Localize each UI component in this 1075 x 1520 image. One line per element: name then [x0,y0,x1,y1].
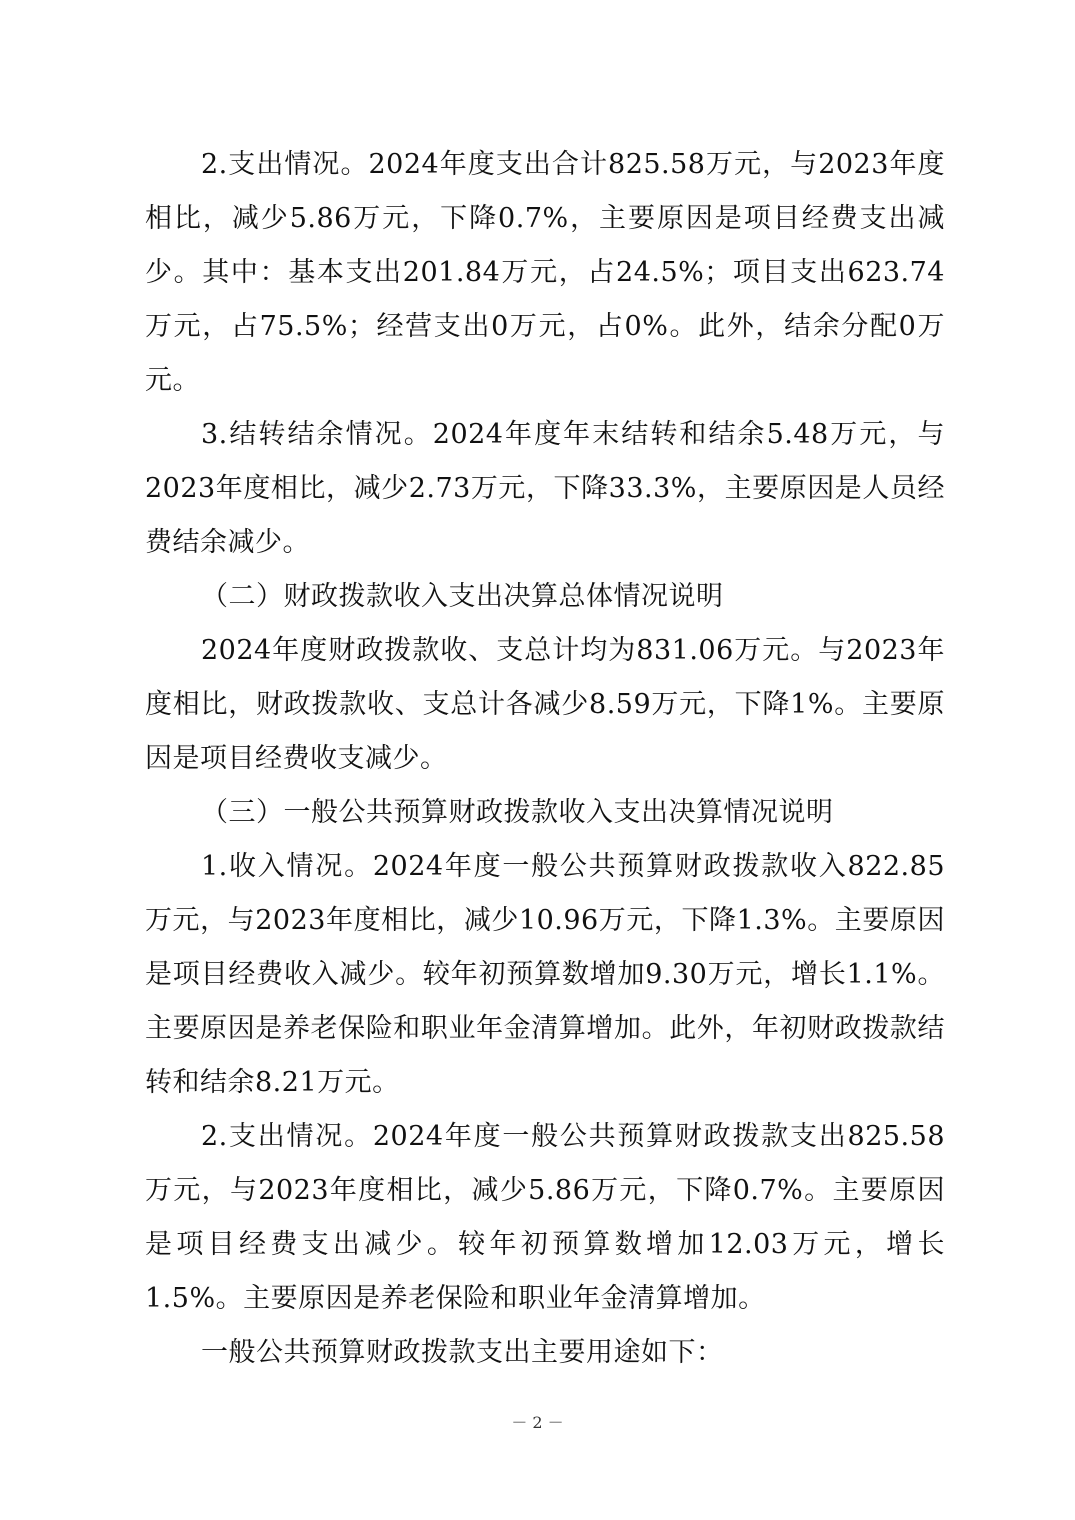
section-heading-general-budget: （三）一般公共预算财政拨款收入支出决算情况说明 [201,797,834,828]
paragraph-carryover: 3.结转结余情况。2024年度年末结转和结余5.48万元，与2023年度相比，减少2.73万元，下降33.3%，主要原因是人员经费结余减少。 [145,419,945,558]
document-body [145,138,945,1380]
paragraph-expenditure-uses-intro: 一般公共预算财政拨款支出主要用途如下： [201,1337,724,1368]
paragraph-general-budget-income: 1.收入情况。2024年度一般公共预算财政拨款收入822.85万元，与2023年度相比，减少10.96万元，下降1.3%。主要原因是项目经费收入减少。较年初预算数增加9.30万元，增长1.1%。主要原因是养老保险和职业年金清算增加。此外，年初财政拨款结转和结余8.21万元。 [145,851,945,1098]
page-number: － 2 － [511,1413,564,1432]
paragraph-general-budget-expenditure: 2.支出情况。2024年度一般公共预算财政拨款支出825.58万元，与2023年度相比，减少5.86万元，下降0.7%。主要原因是项目经费支出减少。较年初预算数增加12.03万元，增长1.5%。主要原因是养老保险和职业年金清算增加。 [145,1121,945,1314]
section-heading-fiscal-overview: （二）财政拨款收入支出决算总体情况说明 [201,581,724,612]
paragraph-expenditure: 2.支出情况。2024年度支出合计825.58万元，与2023年度相比，减少5.86万元，下降0.7%，主要原因是项目经费支出减少。其中：基本支出201.84万元，占24.5%；项目支出623.74万元，占75.5%；经营支出0万元，占0%。此外，结余分配0万元。 [145,149,945,396]
paragraph-fiscal-overview: 2024年度财政拨款收、支总计均为831.06万元。与2023年度相比，财政拨款收、支总计各减少8.59万元，下降1%。主要原因是项目经费收支减少。 [145,635,945,774]
